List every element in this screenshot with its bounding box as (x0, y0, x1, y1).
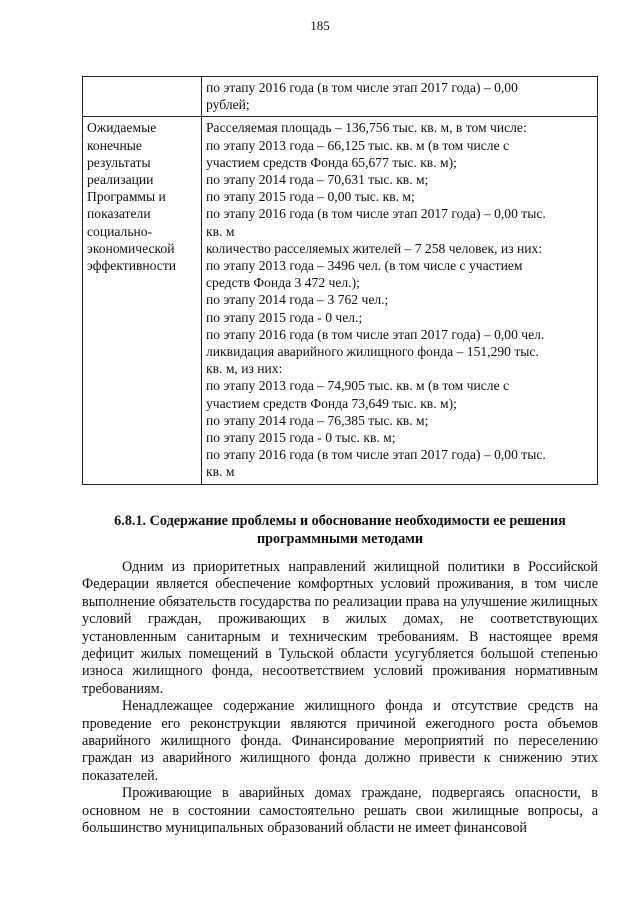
paragraph: Проживающие в аварийных домах граждане, подвергаясь опасности, в основном не в состоянии самостоятельно решать свои жилищные вопросы, а большинство муниципальных образований области не имеет финансовой (82, 785, 598, 837)
table-text-line: кв. м (206, 223, 235, 239)
table-text-line: по этапу 2016 года (в том числе этап 2017 года) – 0,00 тыс. (206, 447, 546, 463)
table-text-line: количество расселяемых жителей – 7 258 человек, из них: (206, 240, 543, 256)
label-line: показатели (87, 206, 151, 222)
table-text-line: по этапу 2014 года – 3 762 чел.; (206, 292, 389, 308)
label-line: реализации (87, 172, 154, 188)
table-text-line: по этапу 2013 года – 3496 чел. (в том числе с участием (206, 258, 523, 274)
table-text-line: кв. м (206, 464, 235, 480)
indicators-table (82, 76, 598, 485)
table-cell-label (83, 117, 202, 484)
table-text-line: Расселяемая площадь – 136,756 тыс. кв. м, в том числе: (206, 120, 527, 136)
page-number: 185 (310, 18, 330, 33)
table-text-line: по этапу 2013 года – 74,905 тыс. кв. м (в том числе с (206, 378, 510, 394)
table-text-line: рублей; (206, 97, 250, 113)
label-line: результаты (87, 154, 151, 170)
table-text-line: по этапу 2014 года – 70,631 тыс. кв. м; (206, 172, 429, 188)
section-heading-line: программными методами (256, 531, 424, 547)
label-line: социально- (87, 223, 153, 239)
body-text (82, 559, 598, 838)
table-text-line: по этапу 2015 года - 0 тыс. кв. м; (206, 430, 396, 446)
table-text-line: по этапу 2016 года (в том числе этап 2017 года) – 0,00 чел. (206, 326, 545, 342)
table-cell-results (202, 117, 598, 484)
table-text-line: участием средств Фонда 65,677 тыс. кв. м); (206, 154, 457, 170)
label-line: экономической (87, 240, 175, 256)
table-text-line: кв. м, из них: (206, 361, 283, 377)
table-text-line: по этапу 2015 года - 0 чел.; (206, 309, 363, 325)
table-text-line: ликвидация аварийного жилищного фонда – 151,290 тыс. (206, 344, 539, 360)
table-text-line: участием средств Фонда 73,649 тыс. кв. м); (206, 395, 457, 411)
table-text-line: по этапу 2014 года – 76,385 тыс. кв. м; (206, 412, 429, 428)
label-line: конечные (87, 137, 142, 153)
table-text-line: по этапу 2013 года – 66,125 тыс. кв. м (в том числе с (206, 137, 510, 153)
table-text-line: по этапу 2016 года (в том числе этап 2017 года) – 0,00 (206, 80, 518, 95)
label-line: Ожидаемые (87, 120, 157, 136)
section-heading-line: 6.8.1. Содержание проблемы и обоснование необходимости ее решения (114, 513, 566, 529)
table-cell-continuation (202, 77, 598, 117)
table-text-line: средств Фонда 3 472 чел.); (206, 275, 360, 291)
table-cell-empty (83, 77, 202, 117)
section-heading (82, 512, 598, 548)
table-text-line: по этапу 2015 года – 0,00 тыс. кв. м; (206, 189, 415, 205)
paragraph: Ненадлежащее содержание жилищного фонда и отсутствие средств на проведение его реконструкции являются причиной ежегодного роста объемов аварийного жилищного фонда. Финансирование мероприятий по переселению граждан из аварийного жилищного фонда должно привести к снижению этих показателей. (82, 698, 598, 784)
table-row (83, 117, 598, 484)
label-line: эффективности (87, 258, 177, 274)
table-text-line: по этапу 2016 года (в том числе этап 2017 года) – 0,00 тыс. (206, 206, 546, 222)
table-row (83, 77, 598, 117)
label-line: Программы и (87, 189, 166, 205)
paragraph: Одним из приоритетных направлений жилищной политики в Российской Федерации является обеспечение комфортных условий проживания, в том числе выполнение обязательств государства по реализации права на улучшение жилищных условий граждан, проживающих в жилых домах, не соответствующих установленным санитарным и техническим требованиям. В настоящее время дефицит жилых помещений в Тульской области усугубляется большой степенью износа жилищного фонда, несоответствием условий проживания нормативным требованиям. (82, 559, 598, 697)
